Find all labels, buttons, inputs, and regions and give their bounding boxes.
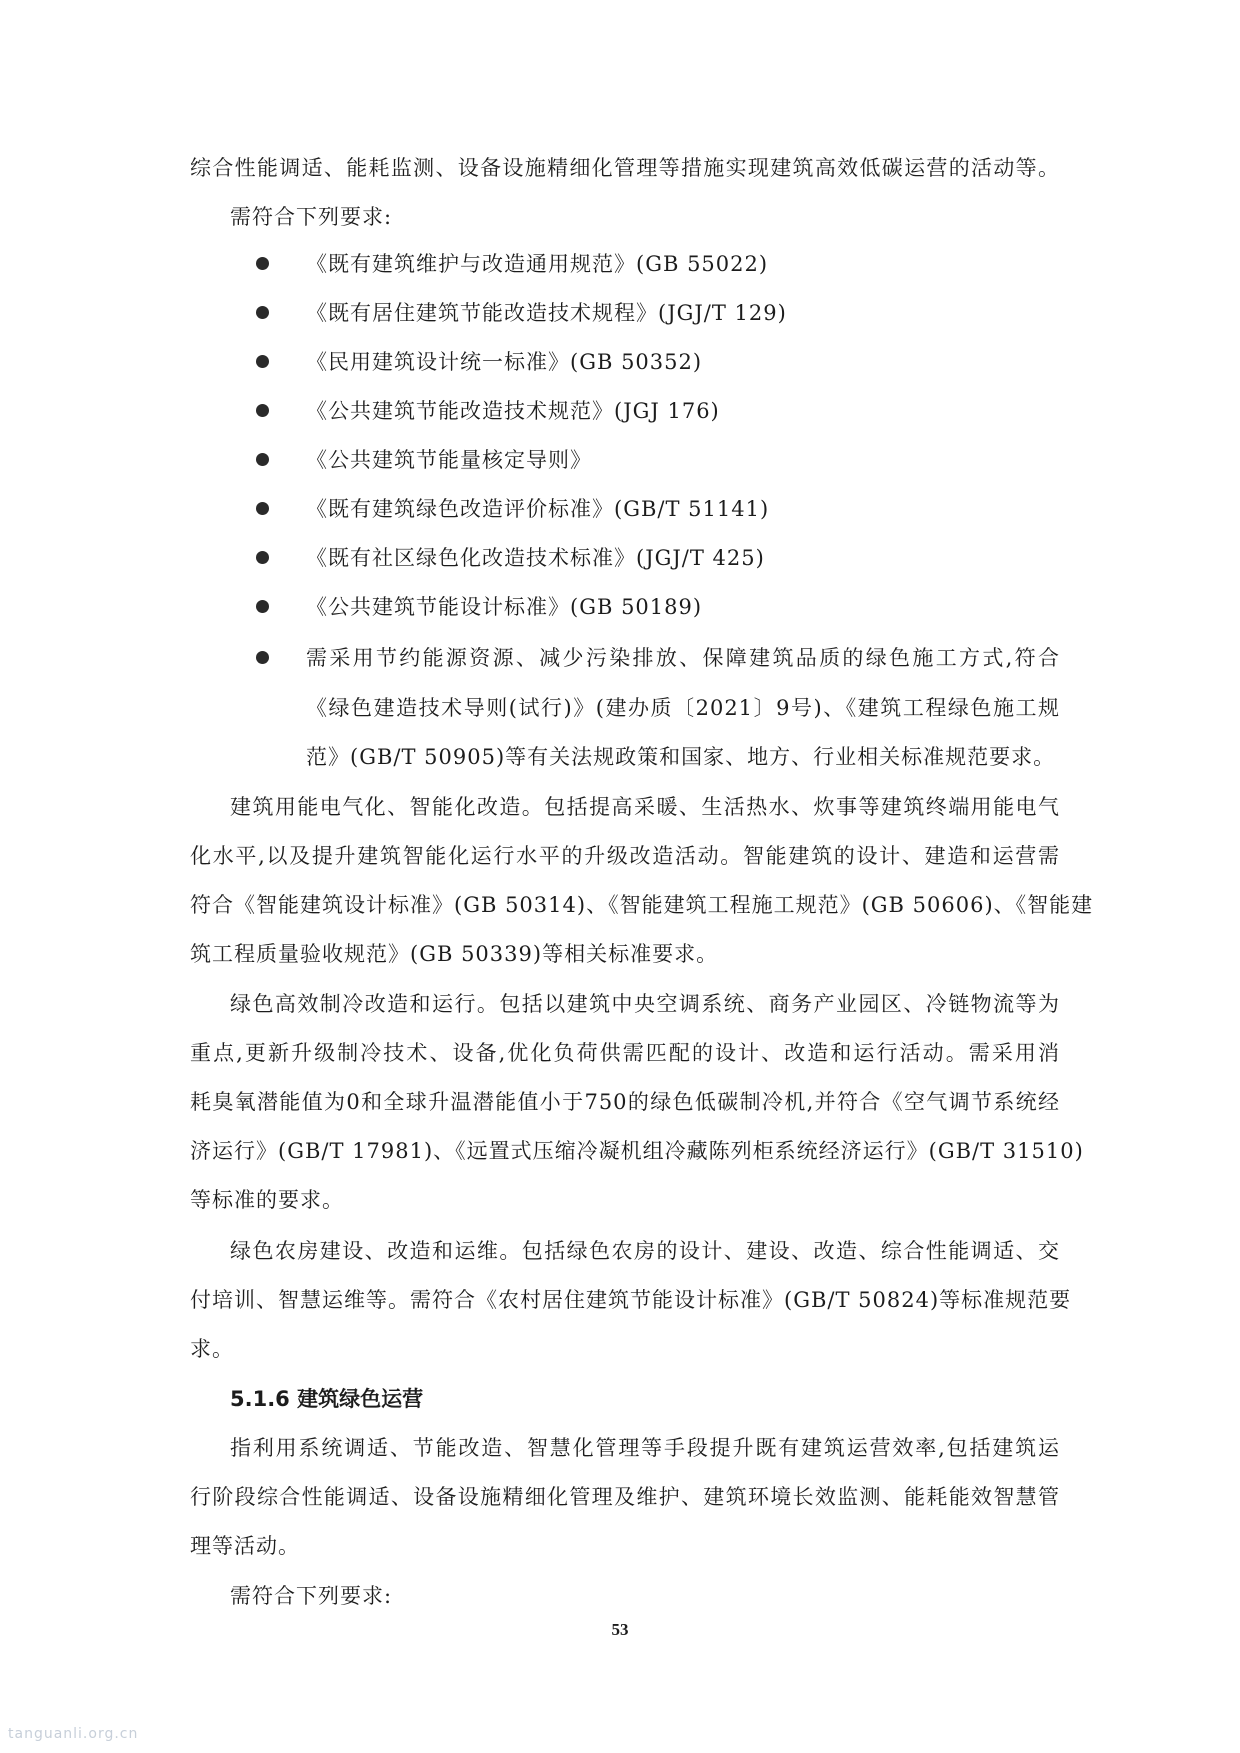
- bullet-icon: [256, 453, 269, 466]
- list-item: 《公共建筑节能设计标准》(GB 50189): [306, 595, 703, 619]
- paragraph-line: 重点,更新升级制冷技术、设备,优化负荷供需匹配的设计、改造和运行活动。需采用消: [190, 1041, 1060, 1065]
- paragraph-line: 化水平,以及提升建筑智能化运行水平的升级改造活动。智能建筑的设计、建造和运营需: [190, 844, 1060, 868]
- list-item: 《既有社区绿色化改造技术标准》(JGJ/T 425): [306, 546, 765, 570]
- section-heading: 5.1.6 建筑绿色运营: [230, 1387, 424, 1411]
- list-item: 《公共建筑节能量核定导则》: [306, 448, 592, 472]
- paragraph-line: 耗臭氧潜能值为0和全球升温潜能值小于750的绿色低碳制冷机,并符合《空气调节系统经: [190, 1090, 1060, 1114]
- requirements-intro: 需符合下列要求:: [230, 205, 393, 229]
- watermark: tanguanli.org.cn: [8, 1726, 139, 1742]
- paragraph-line: 综合性能调适、能耗监测、设备设施精细化管理等措施实现建筑高效低碳运营的活动等。: [190, 156, 1060, 180]
- page-number: 53: [611, 1620, 629, 1639]
- bullet-icon: [256, 502, 269, 515]
- paragraph-line: 指利用系统调适、节能改造、智慧化管理等手段提升既有建筑运营效率,包括建筑运: [230, 1436, 1060, 1460]
- list-item-line: 范》(GB/T 50905)等有关法规政策和国家、地方、行业相关标准规范要求。: [306, 745, 1056, 769]
- paragraph-line: 符合《智能建筑设计标准》(GB 50314)、《智能建筑工程施工规范》(GB 50606)、《智能建: [190, 893, 1094, 917]
- paragraph-line: 求。: [190, 1337, 234, 1361]
- bullet-icon: [256, 306, 269, 319]
- list-item: 《民用建筑设计统一标准》(GB 50352): [306, 350, 703, 374]
- list-item-line: 《绿色建造技术导则(试行)》(建办质〔2021〕9号)、《建筑工程绿色施工规: [306, 696, 1060, 720]
- paragraph-line: 筑工程质量验收规范》(GB 50339)等相关标准要求。: [190, 942, 719, 966]
- list-item: 《既有建筑维护与改造通用规范》(GB 55022): [306, 252, 769, 276]
- paragraph-line: 等标准的要求。: [190, 1188, 344, 1212]
- paragraph-line: 绿色高效制冷改造和运行。包括以建筑中央空调系统、商务产业园区、冷链物流等为: [230, 992, 1060, 1016]
- bullet-icon: [256, 355, 269, 368]
- bullet-icon: [256, 404, 269, 417]
- list-item-line: 需采用节约能源资源、减少污染排放、保障建筑品质的绿色施工方式,符合: [306, 646, 1060, 670]
- list-item: 《既有居住建筑节能改造技术规程》(JGJ/T 129): [306, 301, 787, 325]
- bullet-icon: [256, 257, 269, 270]
- paragraph-line: 行阶段综合性能调适、设备设施精细化管理及维护、建筑环境长效监测、能耗能效智慧管: [190, 1485, 1060, 1509]
- paragraph-line: 付培训、智慧运维等。需符合《农村居住建筑节能设计标准》(GB/T 50824)等标准规范要: [190, 1288, 1072, 1312]
- paragraph-line: 绿色农房建设、改造和运维。包括绿色农房的设计、建设、改造、综合性能调适、交: [230, 1239, 1060, 1263]
- paragraph-line: 建筑用能电气化、智能化改造。包括提高采暖、生活热水、炊事等建筑终端用能电气: [230, 795, 1060, 819]
- requirements-intro: 需符合下列要求:: [230, 1584, 393, 1608]
- paragraph-line: 理等活动。: [190, 1534, 300, 1558]
- bullet-icon: [256, 600, 269, 613]
- list-item: 《公共建筑节能改造技术规范》(JGJ 176): [306, 399, 720, 423]
- bullet-icon: [256, 551, 269, 564]
- list-item: 《既有建筑绿色改造评价标准》(GB/T 51141): [306, 497, 770, 521]
- paragraph-line: 济运行》(GB/T 17981)、《远置式压缩冷凝机组冷藏陈列柜系统经济运行》(GB/T 31510): [190, 1139, 1084, 1163]
- bullet-icon: [256, 651, 269, 664]
